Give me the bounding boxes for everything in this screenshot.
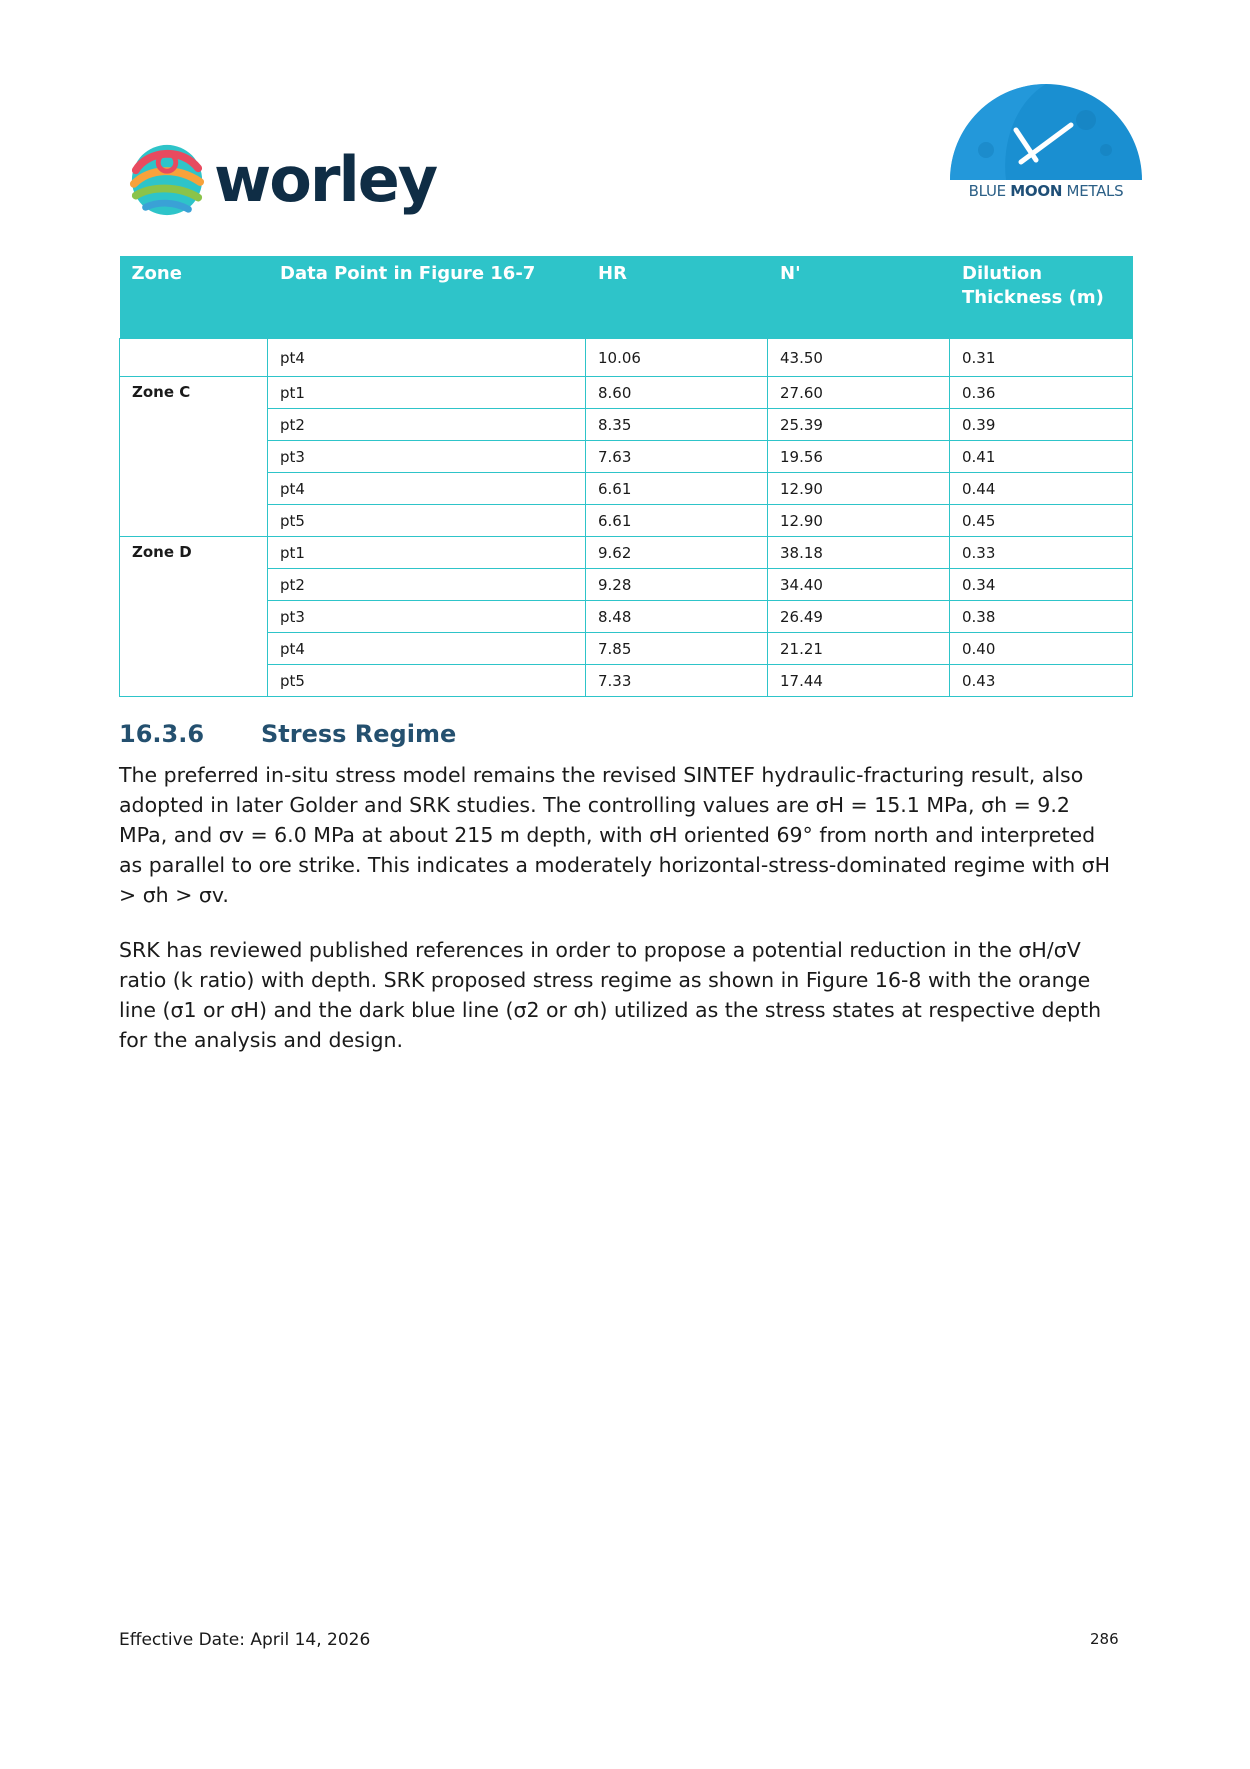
column-header-hr: HR [586, 256, 768, 339]
data-point-cell: pt4 [268, 473, 586, 505]
dilution-cell: 0.45 [950, 505, 1133, 537]
dilution-cell: 0.43 [950, 665, 1133, 697]
hr-cell: 10.06 [586, 339, 768, 377]
table-row [120, 339, 1133, 377]
table-row [120, 473, 1133, 505]
hr-cell: 9.28 [586, 569, 768, 601]
hr-cell: 8.60 [586, 377, 768, 409]
zone-cell: Zone C [120, 377, 268, 537]
column-header-data-point: Data Point in Figure 16-7 [268, 256, 586, 339]
data-point-cell: pt3 [268, 441, 586, 473]
zone-cell: Zone D [120, 537, 268, 697]
hr-cell: 6.61 [586, 505, 768, 537]
n-prime-cell: 43.50 [768, 339, 950, 377]
data-point-cell: pt2 [268, 409, 586, 441]
body-paragraph-1: The preferred in-situ stress model remains the revised SINTEF hydraulic-fracturing result, also adopted in later Golder and SRK studies. The controlling values are σH = 15.1 MPa, σh = 9.2 MPa, and σv = 6.0 MPa at about 215 m depth, with σH oriented 69° from north and interpreted as parallel to ore strike. This indicates a moderately horizontal-stress-dominated regime with σH > σh > σv. [119, 763, 1111, 907]
hr-cell: 7.33 [586, 665, 768, 697]
dilution-cell: 0.34 [950, 569, 1133, 601]
worley-logo [128, 135, 468, 225]
n-prime-cell: 17.44 [768, 665, 950, 697]
dilution-cell: 0.40 [950, 633, 1133, 665]
n-prime-cell: 27.60 [768, 377, 950, 409]
dilution-cell: 0.41 [950, 441, 1133, 473]
page-header [0, 0, 1250, 240]
column-header-zone: Zone [120, 256, 268, 339]
table-row [120, 377, 1133, 409]
table-row [120, 569, 1133, 601]
hr-cell: 8.48 [586, 601, 768, 633]
hr-cell: 9.62 [586, 537, 768, 569]
n-prime-cell: 38.18 [768, 537, 950, 569]
body-paragraph-2: SRK has reviewed published references in order to propose a potential reduction in the σH/σV ratio (k ratio) with depth. SRK proposed stress regime as shown in Figure 16-8 with the orange line (σ1 or σH) and the dark blue line (σ2 or σh) utilized as the stress states at respective depth for the analysis and design. [119, 938, 1102, 1052]
zone-cell [120, 339, 268, 377]
blue-moon-metals-wordmark: BLUE MOON METALS [968, 182, 1124, 200]
table-row [120, 537, 1133, 569]
moon-icon [946, 80, 1146, 180]
table-row [120, 441, 1133, 473]
column-header-n-prime: N' [768, 256, 950, 339]
footer-page-number: 286 [1090, 1630, 1119, 1648]
data-point-cell: pt1 [268, 377, 586, 409]
section-heading [119, 720, 456, 748]
dilution-table [119, 256, 1133, 697]
n-prime-cell: 34.40 [768, 569, 950, 601]
data-point-cell: pt5 [268, 665, 586, 697]
data-point-cell: pt3 [268, 601, 586, 633]
n-prime-cell: 26.49 [768, 601, 950, 633]
data-point-cell: pt2 [268, 569, 586, 601]
dilution-cell: 0.38 [950, 601, 1133, 633]
data-point-cell: pt4 [268, 339, 586, 377]
table-row [120, 601, 1133, 633]
footer-effective-date: Effective Date: April 14, 2026 [119, 1630, 371, 1650]
table-header-row [120, 256, 1133, 339]
hr-cell: 6.61 [586, 473, 768, 505]
hr-cell: 7.85 [586, 633, 768, 665]
n-prime-cell: 12.90 [768, 505, 950, 537]
data-point-cell: pt1 [268, 537, 586, 569]
data-point-cell: pt5 [268, 505, 586, 537]
section-number: 16.3.6 [119, 720, 205, 748]
hr-cell: 8.35 [586, 409, 768, 441]
table-row [120, 409, 1133, 441]
blue-moon-metals-logo [946, 80, 1146, 210]
hr-cell: 7.63 [586, 441, 768, 473]
n-prime-cell: 25.39 [768, 409, 950, 441]
section-title: Stress Regime [261, 720, 457, 748]
table-row [120, 665, 1133, 697]
worley-swirl-icon [128, 141, 206, 219]
n-prime-cell: 21.21 [768, 633, 950, 665]
table-row [120, 633, 1133, 665]
column-header-dilution-thickness: Dilution Thickness (m) [950, 256, 1133, 339]
dilution-cell: 0.31 [950, 339, 1133, 377]
data-point-cell: pt4 [268, 633, 586, 665]
dilution-cell: 0.36 [950, 377, 1133, 409]
dilution-cell: 0.33 [950, 537, 1133, 569]
worley-wordmark: worley [214, 143, 437, 216]
n-prime-cell: 19.56 [768, 441, 950, 473]
dilution-cell: 0.39 [950, 409, 1133, 441]
dilution-cell: 0.44 [950, 473, 1133, 505]
n-prime-cell: 12.90 [768, 473, 950, 505]
table-row [120, 505, 1133, 537]
